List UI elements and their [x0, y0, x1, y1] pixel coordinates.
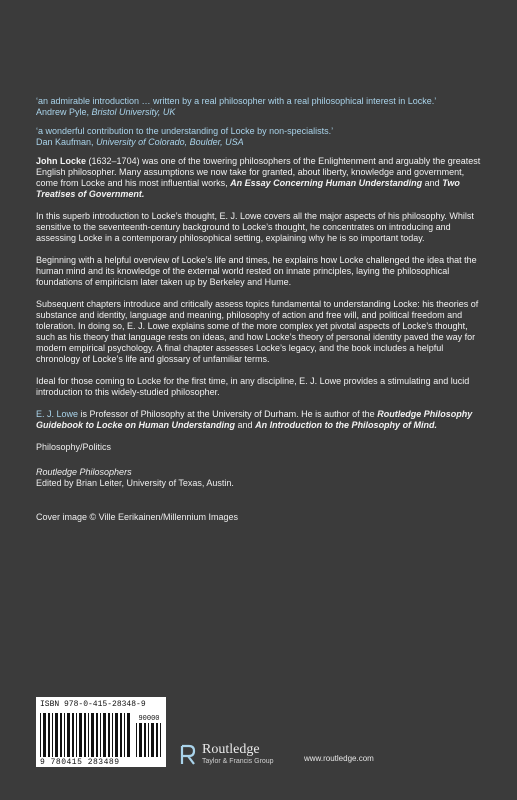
publisher-name: Routledge: [202, 742, 260, 757]
publisher-logo: [180, 743, 274, 766]
barcode-bar: [112, 713, 113, 757]
intro-paragraph: John Locke (1632–1704) was one of the towering philosophers of the Enlightenment and arguably the greatest English philosopher. Many assumptions we now take for granted, about liberty, knowledge and government, come from Locke and his most influential works, An Essay Concerning Human Understanding and Two Treatises of Government.: [36, 156, 481, 199]
category-label: Philosophy/Politics: [36, 442, 112, 452]
barcode-bar: [136, 723, 137, 757]
isbn-label: ISBN 978-0-415-28348-9: [40, 700, 146, 709]
barcode-bar: [120, 713, 122, 757]
barcode-bar: [127, 713, 130, 757]
cover-credit: Cover image © Ville Eerikainen/Millennium Images: [36, 512, 239, 522]
barcode-bar: [48, 713, 50, 757]
review-quote-2: [36, 126, 486, 148]
back-cover-text: [36, 96, 486, 523]
overview-paragraph: Beginning with a helpful overview of Locke’s life and times, he explains how Locke challenged the idea that the human mind and its knowledge of the external world rested on innate principles, laying the philosophical foundations of empiricism later taken up by Berkeley and Hume.: [36, 255, 477, 287]
barcode-bar: [72, 713, 74, 757]
barcode-bar: [103, 713, 106, 757]
review-quote-1: [36, 96, 486, 118]
barcode-bar: [79, 713, 82, 757]
barcode-bar: [144, 723, 146, 757]
routledge-r-icon: [180, 744, 196, 766]
barcode-bar: [43, 713, 46, 757]
barcode-bar: [60, 713, 62, 757]
summary-paragraph: In this superb introduction to Locke’s thought, E. J. Lowe covers all the major aspects of his philosophy. Whilst sensitive to the seventeenth-century background to Locke’s thought, he concentrates on introducing and assessing Locke in a contemporary philosophical setting, explaining why he is so important today.: [36, 211, 474, 243]
author-bio: E. J. Lowe is Professor of Philosophy at the University of Durham. He is author of the Routledge Philosophy Guidebook to Locke on Human Understanding and An Introduction to the Philosophy of Mind.: [36, 409, 473, 430]
quote-text: ‘a wonderful contribution to the understanding of Locke by non-specialists.’: [36, 126, 334, 136]
isbn-barcode: [36, 697, 166, 767]
series-name: Routledge Philosophers: [36, 467, 132, 477]
barcode-bar: [67, 713, 70, 757]
barcode-bar: [52, 713, 53, 757]
audience-paragraph: Ideal for those coming to Locke for the first time, in any discipline, E. J. Lowe provides a stimulating and lucid introduction to this widely-studied philosopher.: [36, 376, 470, 397]
quote-attribution: Andrew Pyle, Bristol University, UK: [36, 107, 176, 117]
publisher-website[interactable]: www.routledge.com: [304, 754, 374, 763]
isbn-number: 9 780415 283489: [40, 758, 120, 767]
barcode-bar: [148, 723, 149, 757]
quote-text: ‘an admirable introduction … written by a real philosopher with a real philosophical interest in Locke.’: [36, 96, 437, 106]
barcode-bar: [156, 723, 158, 757]
barcode-bar: [76, 713, 77, 757]
barcode-bar: [108, 713, 110, 757]
barcode-bar: [40, 713, 41, 757]
barcode-bars: [40, 711, 162, 757]
barcode-bar: [55, 713, 58, 757]
barcode-bar: [160, 723, 161, 757]
quote-attribution: Dan Kaufman, University of Colorado, Boulder, USA: [36, 137, 244, 147]
barcode-bar: [100, 713, 101, 757]
barcode-bar: [96, 713, 98, 757]
barcode-addon: [136, 723, 162, 757]
barcode-bar: [84, 713, 86, 757]
barcode-main: [40, 713, 132, 757]
barcode-bar: [124, 713, 125, 757]
barcode-bar: [151, 723, 154, 757]
barcode-bar: [115, 713, 118, 757]
isbn-addon: 90000: [138, 715, 160, 723]
barcode-bar: [64, 713, 65, 757]
series-editor: Edited by Brian Leiter, University of Texas, Austin.: [36, 478, 234, 488]
chapters-paragraph: Subsequent chapters introduce and critically assess topics fundamental to understanding Locke: his theories of substance and identity, language and meaning, philosophy of action and free will, and political freedom and toleration. In doing so, E. J. Lowe explains some of the more complex yet pivotal aspects of Locke’s thought, such as his theory that language rests on ideas, and how Locke’s theory of personal identity paved the way for modern empirical psychology. A final chapter assesses Locke’s legacy, and the book includes a helpful chronology of Locke’s life and glossary of unfamiliar terms.: [36, 299, 479, 364]
barcode-bar: [139, 723, 142, 757]
barcode-bar: [88, 713, 89, 757]
publisher-group: Taylor & Francis Group: [202, 758, 274, 765]
barcode-bar: [91, 713, 94, 757]
